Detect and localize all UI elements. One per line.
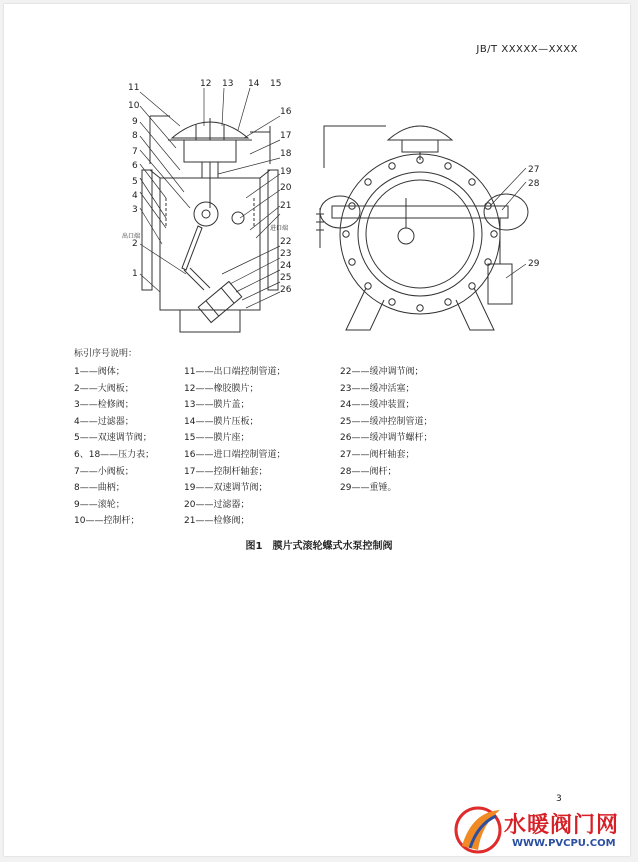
svg-text:23: 23 (280, 249, 292, 259)
legend-item: 6、18——压力表； (74, 449, 155, 460)
svg-text:出口端: 出口端 (122, 233, 141, 240)
svg-text:12: 12 (200, 79, 212, 89)
legend-item: 15——膜片座； (184, 433, 250, 444)
svg-text:25: 25 (280, 273, 292, 283)
legend-item: 20——过滤器； (184, 499, 250, 510)
svg-text:26: 26 (280, 285, 292, 295)
legend-item: 23——缓冲活塞； (340, 383, 415, 394)
legend-item: 28——阀杆； (340, 466, 397, 477)
legend-item: 21——检修阀； (184, 516, 250, 527)
svg-text:3: 3 (132, 205, 138, 215)
page-number: 3 (556, 794, 562, 804)
legend-item: 3——检修阀； (74, 400, 134, 411)
watermark-url: WWW.PVCPU.COM (512, 838, 616, 849)
svg-text:1: 1 (132, 269, 138, 279)
legend-item: 22——缓冲调节阀； (340, 367, 424, 377)
legend-column-1 (74, 364, 154, 530)
legend-item: 8——曲柄； (74, 483, 125, 494)
svg-text:27: 27 (528, 165, 540, 175)
watermark-name: 水暖阀门网 (504, 813, 620, 838)
legend-item: 5——双速调节阀； (74, 433, 152, 444)
callout-numbers (128, 79, 540, 295)
svg-text:28: 28 (528, 179, 540, 189)
legend-item: 29——重锤。 (340, 483, 397, 494)
legend-title: 标引序号说明： (74, 349, 138, 359)
svg-text:11: 11 (128, 83, 140, 93)
svg-text:17: 17 (280, 131, 292, 141)
svg-text:16: 16 (280, 107, 292, 117)
watermark-logo (452, 802, 632, 858)
figure-caption: 图1 膜片式滚轮蝶式水泵控制阀 (245, 541, 393, 552)
legend-item: 17——控制杆轴套； (184, 466, 268, 477)
legend-item: 10——控制杆； (74, 516, 140, 527)
svg-text:18: 18 (280, 149, 292, 159)
svg-text:7: 7 (132, 147, 138, 157)
legend-item: 13——膜片盖； (184, 400, 250, 411)
legend-item: 11——出口端控制管道； (184, 367, 286, 377)
svg-text:22: 22 (280, 237, 292, 247)
watermark-emblem-icon (452, 802, 508, 858)
svg-text:24: 24 (280, 261, 292, 271)
legend-item: 19——双速调节阀； (184, 483, 268, 494)
legend-item: 27——阀杆轴套； (340, 449, 415, 460)
legend-item: 1——阀体； (74, 367, 125, 377)
svg-text:2: 2 (132, 239, 138, 249)
legend-item: 9——滚轮； (74, 499, 125, 510)
svg-text:6: 6 (132, 161, 138, 171)
legend-item: 12——橡胶膜片； (184, 383, 259, 394)
standard-code: JB/T XXXXX—XXXX (476, 44, 578, 55)
svg-text:10: 10 (128, 101, 140, 111)
svg-text:19: 19 (280, 167, 292, 177)
legend-item: 16——进口端控制管道； (184, 449, 286, 460)
svg-text:9: 9 (132, 117, 138, 127)
svg-text:13: 13 (222, 79, 234, 89)
legend-column-2 (184, 364, 285, 530)
svg-text:4: 4 (132, 191, 138, 201)
legend-item: 26——缓冲调节螺杆； (340, 433, 433, 444)
legend-item: 7——小阀板； (74, 466, 134, 477)
svg-text:20: 20 (280, 183, 292, 193)
legend-item: 24——缓冲装置； (340, 400, 415, 411)
svg-text:14: 14 (248, 79, 260, 89)
legend-column-3 (340, 364, 432, 497)
svg-text:5: 5 (132, 177, 138, 187)
legend-item: 25——缓冲控制管道； (340, 416, 433, 427)
legend-item: 2——大阀板； (74, 383, 134, 394)
legend-item: 4——过滤器； (74, 416, 134, 427)
svg-text:15: 15 (270, 79, 282, 89)
svg-text:29: 29 (528, 259, 540, 269)
svg-text:21: 21 (280, 201, 292, 211)
svg-text:进口端: 进口端 (270, 225, 289, 232)
svg-text:8: 8 (132, 131, 138, 141)
valve-drawing (110, 78, 550, 338)
legend-item: 14——膜片压板； (184, 416, 259, 427)
